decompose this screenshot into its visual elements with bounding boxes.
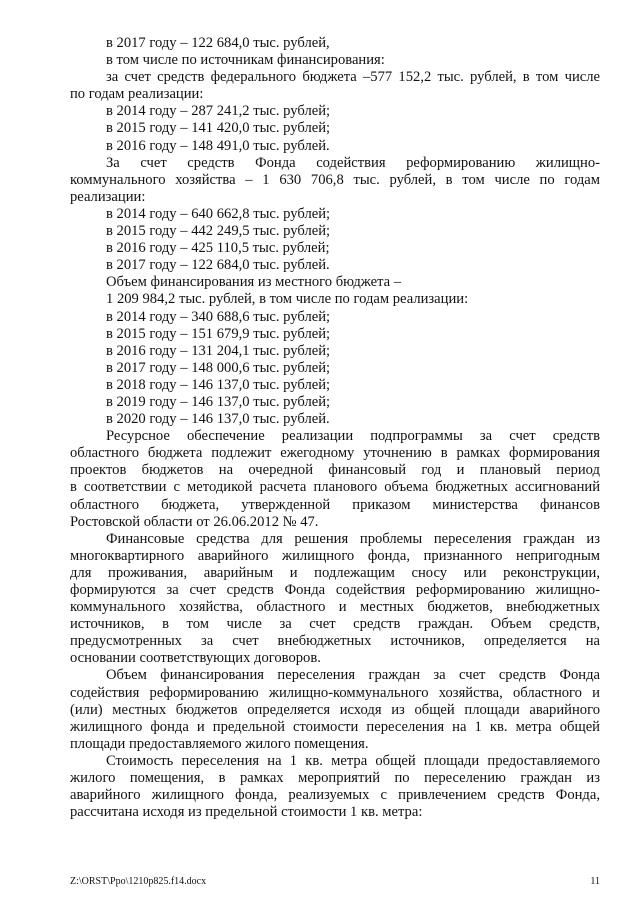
text-line: в 2017 году – 122 684,0 тыс. рублей. xyxy=(106,257,330,274)
text-line: в 2016 году – 131 204,1 тыс. рублей; xyxy=(106,342,331,359)
text-line: многоквартирного аварийного жилищного фонда, признанного непригодным xyxy=(70,547,600,564)
text-line: (или) местных бюджетов определяется исходя из общей площади аварийного xyxy=(70,701,600,718)
text-line: в 2016 году – 425 110,5 тыс. рублей; xyxy=(106,240,330,257)
text-line: площади предоставляемого жилого помещения. xyxy=(70,735,369,752)
text-line: 1 209 984,2 тыс. рублей, в том числе по годам реализации: xyxy=(106,291,469,308)
text-line: областного бюджета подлежит ежегодному уточнению в рамках формирования xyxy=(70,445,600,462)
text-line: в 2017 году – 122 684,0 тыс. рублей, xyxy=(106,35,330,51)
text-line: содействия реформированию жилищно-коммунального хозяйства, областного и xyxy=(70,684,600,701)
text-line: в 2020 году – 146 137,0 тыс. рублей. xyxy=(106,411,330,428)
text-line: для проживания, аварийным и подлежащим сносу или реконструкции, xyxy=(70,564,600,581)
text-line: в 2015 году – 141 420,0 тыс. рублей; xyxy=(106,120,331,137)
text-line: рассчитана исходя из предельной стоимости 1 кв. метра: xyxy=(70,804,423,821)
text-line: по годам реализации: xyxy=(70,86,204,103)
text-line: коммунального хозяйства, областного и местных бюджетов, внебюджетных xyxy=(70,599,600,616)
text-line: в 2014 году – 640 662,8 тыс. рублей; xyxy=(106,205,331,222)
text-line: аварийного жилищного фонда, реализуемых с привлечением средств Фонда, xyxy=(70,787,600,804)
text-line: в 2015 году – 151 679,9 тыс. рублей; xyxy=(106,325,331,342)
text-line: жилого помещения, в рамках мероприятий по переселению граждан из xyxy=(70,770,600,787)
text-line: за счет средств федерального бюджета –577 152,2 тыс. рублей, в том числе xyxy=(106,69,600,86)
text-line: жилищного фонда и предельной стоимости переселения на 1 кв. метра общей xyxy=(70,718,600,735)
text-line: источников, в том числе за счет средств граждан. Объем средств, xyxy=(70,616,600,633)
text-line: Ресурсное обеспечение реализации подпрограммы за счет средств xyxy=(106,428,600,445)
text-line: За счет средств Фонда содействия реформированию жилищно- xyxy=(106,154,600,171)
text-line: реализации: xyxy=(70,188,146,205)
text-line: в 2019 году – 146 137,0 тыс. рублей; xyxy=(106,393,331,410)
text-line: в 2017 году – 148 000,6 тыс. рублей; xyxy=(106,359,331,376)
text-line: в соответствии с методикой расчета планового объема бюджетных ассигнований xyxy=(70,479,600,496)
document-body xyxy=(70,35,600,821)
text-line: Стоимость переселения на 1 кв. метра общей площади предоставляемого xyxy=(106,752,600,769)
text-line: Ростовской области от 26.06.2012 № 47. xyxy=(70,513,319,530)
text-line: в 2018 году – 146 137,0 тыс. рублей; xyxy=(106,376,331,393)
text-line: в 2015 году – 442 249,5 тыс. рублей; xyxy=(106,223,331,240)
text-line: коммунального хозяйства – 1 630 706,8 тыс. рублей, в том числе по годам xyxy=(70,171,600,188)
text-line: Объем финансирования переселения граждан за счет средств Фонда xyxy=(106,667,600,684)
text-line: формируются за счет средств Фонда содействия реформированию жилищно- xyxy=(70,582,600,598)
text-line: предусмотренных за счет внебюджетных источников, определяется на xyxy=(70,633,600,650)
file-path: Z:\ORST\Ppo\1210p825.f14.docx xyxy=(70,876,207,887)
text-line: в 2014 году – 340 688,6 тыс. рублей; xyxy=(106,308,331,325)
text-line: в 2016 году – 148 491,0 тыс. рублей. xyxy=(106,137,330,154)
text-line: Объем финансирования из местного бюджета – xyxy=(106,274,402,291)
text-line: в том числе по источникам финансирования: xyxy=(106,52,385,69)
text-line: в 2014 году – 287 241,2 тыс. рублей; xyxy=(106,103,331,120)
text-line: основании соответствующих договоров. xyxy=(70,650,321,667)
page-number: 11 xyxy=(590,876,600,887)
text-line: областного бюджета, утвержденной приказом министерства финансов xyxy=(70,496,600,513)
text-line: Финансовые средства для решения проблемы переселения граждан из xyxy=(106,530,600,547)
text-line: проектов бюджетов на очередной финансовый год и плановый период xyxy=(70,462,600,479)
